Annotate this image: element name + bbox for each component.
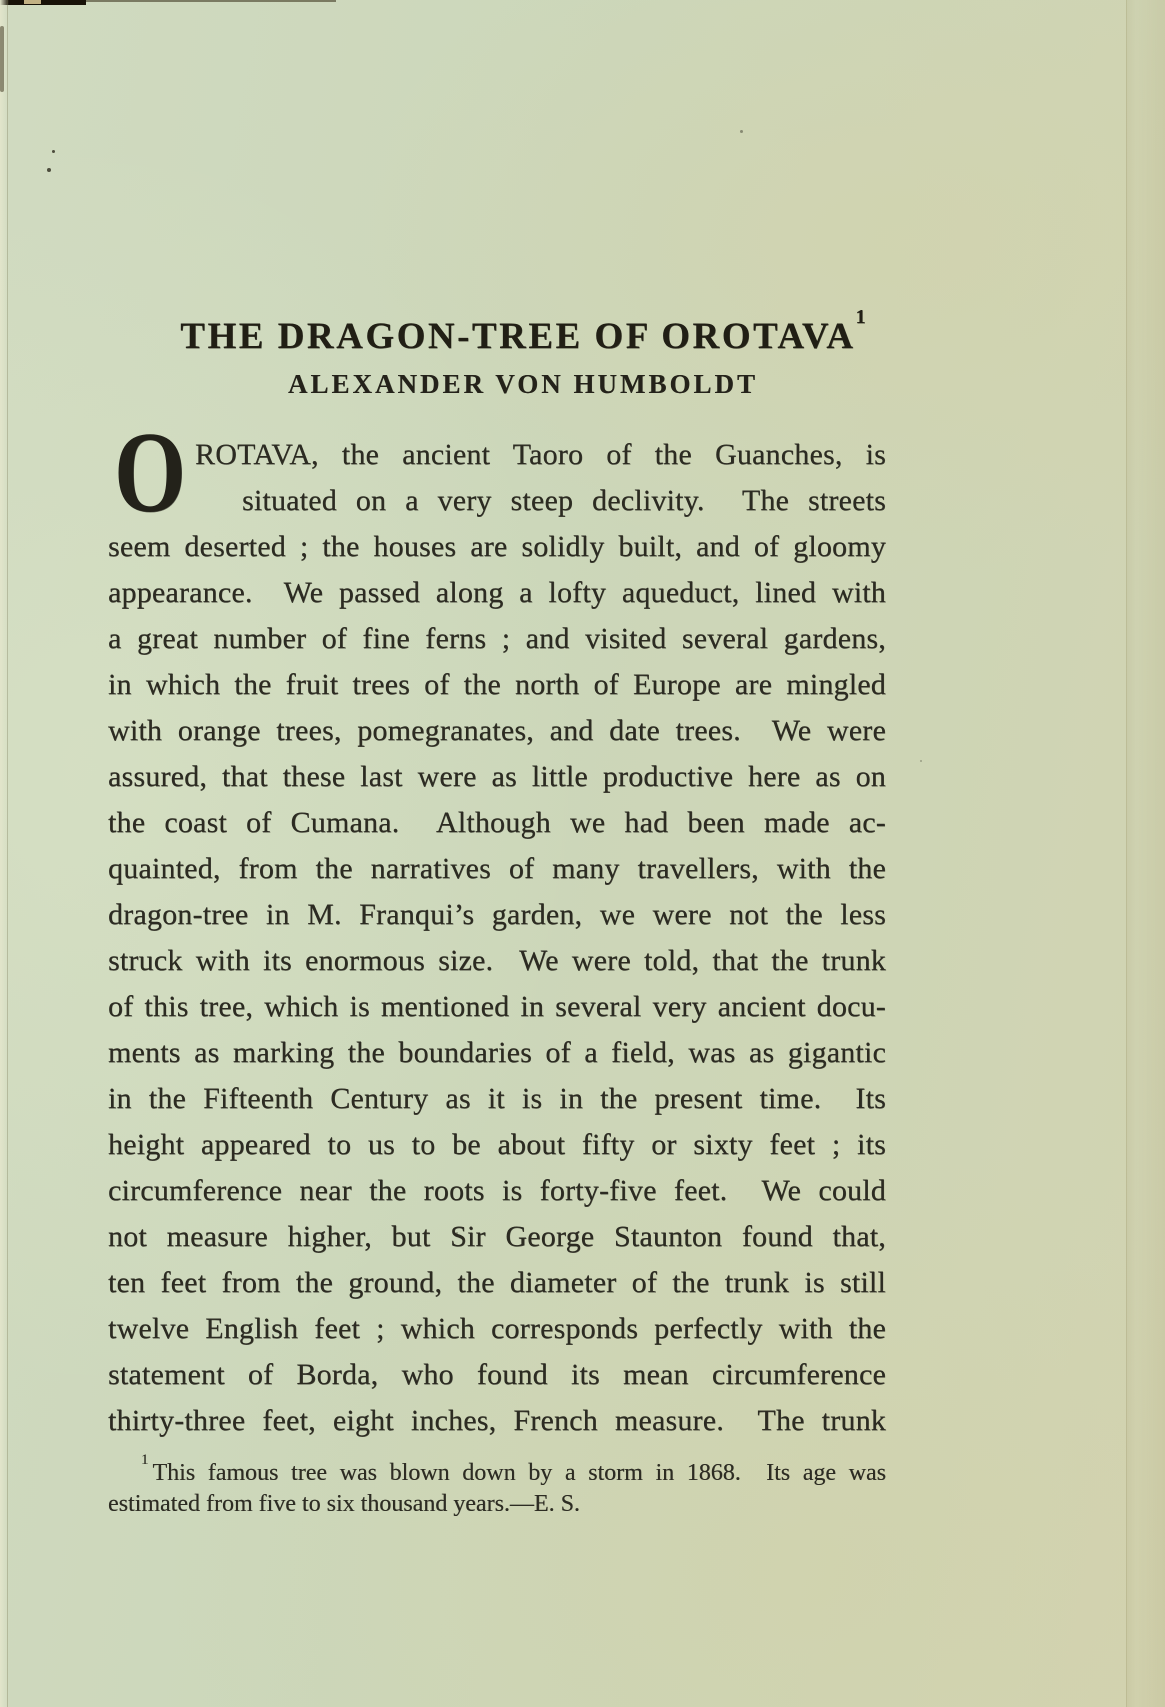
body-line: ten feet from the ground, the diameter of the trunk is still [108, 1266, 886, 1299]
body-line: ments as marking the boundaries of a field, was as gigantic [108, 1036, 886, 1069]
page-title [134, 306, 912, 358]
body-line: height appeared to us to be about fifty or sixty feet ; its [108, 1128, 886, 1161]
author-name: ALEXANDER VON HUMBOLDT [288, 369, 758, 399]
body-line: of this tree, which is mentioned in several very ancient docu- [108, 990, 886, 1023]
drop-cap: O [114, 409, 187, 537]
page-right-edge [1126, 0, 1165, 1707]
title-footnote-marker: 1 [855, 306, 866, 329]
body-line: a great number of fine ferns ; and visited several gardens, [108, 622, 886, 655]
body-line: in which the fruit trees of the north of Europe are mingled [108, 668, 886, 701]
footnote-text-1: This famous tree was blown down by a storm in 1868. Its age was [152, 1460, 886, 1486]
footnote-marker: 1 [141, 1452, 149, 1469]
body-line: ROTAVA, the ancient Taoro of the Guanches, is [195, 438, 886, 471]
body-line: situated on a very steep declivity. The streets [242, 484, 886, 517]
body-line: twelve English feet ; which corresponds perfectly with the [108, 1312, 886, 1345]
paper-speck [920, 760, 922, 762]
body-line: circumference near the roots is forty-five feet. We could [108, 1174, 886, 1207]
scan-smudge [0, 26, 4, 92]
body-line: seem deserted ; the houses are solidly built, and of gloomy [108, 530, 886, 563]
body-text [108, 409, 886, 1444]
paper-speck [47, 168, 51, 172]
body-line: assured, that these last were as little productive here as on [108, 760, 886, 793]
body-line: in the Fifteenth Century as it is in the present time. Its [108, 1082, 886, 1115]
paper-speck [52, 150, 55, 153]
footnote [108, 1452, 886, 1520]
footnote-line-2: estimated from five to six thousand years.—E. S. [108, 1491, 580, 1517]
text-column [108, 0, 886, 1707]
footnote-line-1 [108, 1452, 886, 1489]
page-title-text: THE DRAGON-TREE OF OROTAVA [180, 316, 856, 357]
body-lines [108, 409, 886, 1444]
body-line: with orange trees, pomegranates, and date trees. We were [108, 714, 886, 747]
body-line: the coast of Cumana. Although we had been made ac- [108, 806, 886, 839]
page-left-edge-line [7, 0, 8, 1707]
body-line: dragon-tree in M. Franqui’s garden, we were not the less [108, 898, 886, 931]
scan-edge-bar [0, 0, 86, 5]
body-line: statement of Borda, who found its mean circumference [108, 1358, 886, 1391]
body-line: quainted, from the narratives of many travellers, with the [108, 852, 886, 885]
body-line: not measure higher, but Sir George Staunton found that, [108, 1220, 886, 1253]
scan-edge-notch [24, 0, 41, 4]
body-line: appearance. We passed along a lofty aqueduct, lined with [108, 576, 886, 609]
body-line: thirty-three feet, eight inches, French measure. The trunk [108, 1404, 886, 1437]
body-line: struck with its enormous size. We were told, that the trunk [108, 944, 886, 977]
